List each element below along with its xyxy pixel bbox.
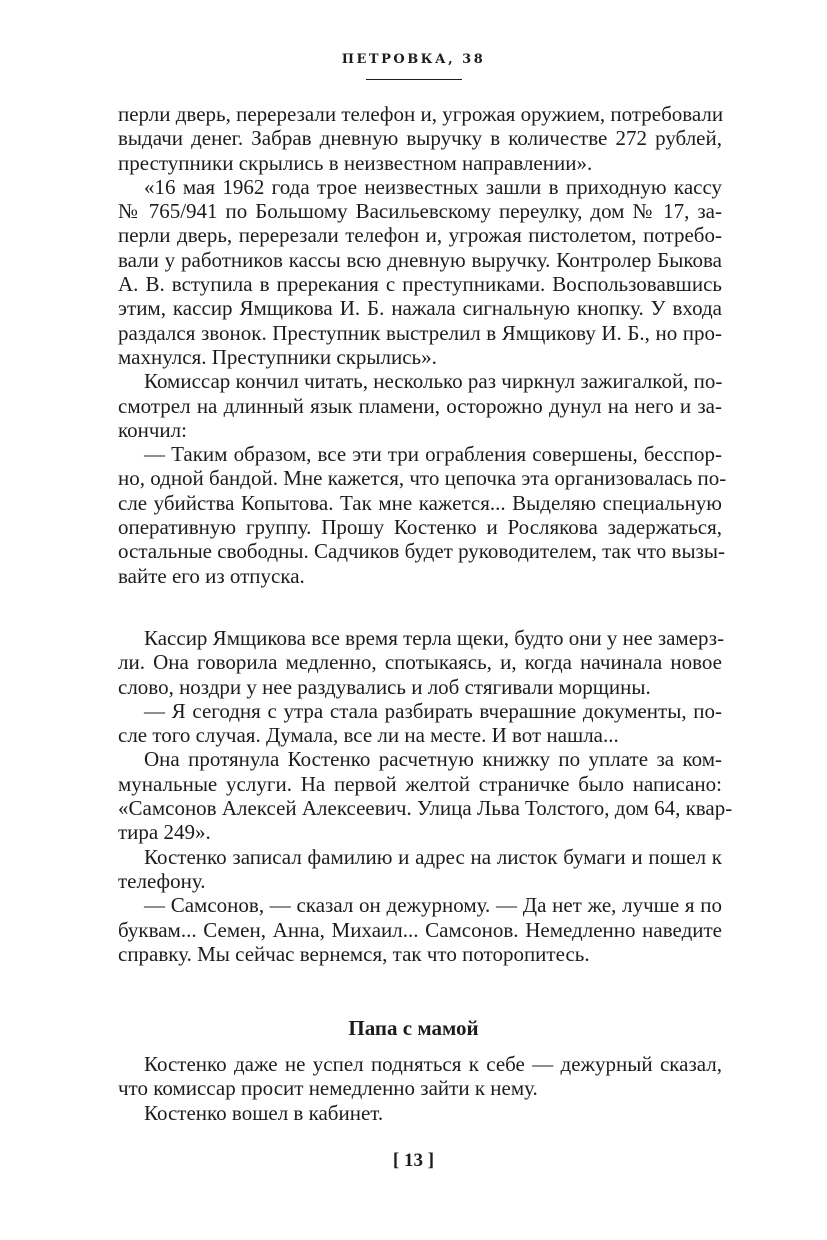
page-number: [ 13 ]	[392, 1150, 435, 1171]
text-line: — Таким образом, все эти три ограбления совершены, бесспор-	[144, 442, 722, 467]
text-line: — Я сегодня с утра стала разбирать вчерашние документы, по-	[144, 698, 722, 723]
text-line: мунальные услуги. На первой желтой страничке было написано:	[118, 771, 722, 796]
section-title: Папа с мамой	[348, 1016, 479, 1040]
text-line: смотрел на длинный язык пламени, осторожно дунул на него и за-	[118, 393, 722, 418]
text-line: махнулся. Преступники скрылись».	[118, 344, 437, 369]
text-block-1	[118, 102, 727, 588]
text-line: «Самсонов Алексей Алексеевич. Улица Льва Толстого, дом 64, квар-	[118, 796, 733, 821]
text-line: — Самсонов, — сказал он дежурному. — Да нет же, лучше я по	[144, 893, 722, 918]
text-line: буквам... Семен, Анна, Михаил... Самсонов. Немедленно наведите	[118, 917, 722, 942]
text-line: перли дверь, перерезали телефон и, угрожая пистолетом, потребо-	[118, 223, 722, 248]
text-line: телефону.	[118, 868, 206, 893]
text-line: вали у работников кассы всю дневную выручку. Контролер Быкова	[118, 247, 722, 272]
text-line: сле того случая. Думала, все ли на месте. И вот нашла...	[118, 723, 619, 748]
text-line: «16 мая 1962 года трое неизвестных зашли в приходную кассу	[144, 174, 722, 199]
text-line: Костенко даже не успел подняться к себе — дежурный сказал,	[144, 1052, 722, 1076]
text-line: этим, кассир Ямщикова И. Б. нажала сигнальную кнопку. У входа	[118, 296, 722, 321]
text-line: что комиссар просит немедленно зайти к нему.	[118, 1076, 538, 1101]
text-line: Она протянула Костенко расчетную книжку по уплате за ком-	[144, 747, 722, 772]
text-line: тира 249».	[118, 820, 211, 845]
text-line: Комиссар кончил читать, несколько раз чиркнул зажигалкой, по-	[144, 369, 723, 394]
text-line: оперативную группу. Прошу Костенко и Рослякова задержаться,	[118, 515, 722, 540]
text-line: остальные свободны. Садчиков будет руководителем, так что вызы-	[118, 539, 725, 564]
text-block-3	[118, 1052, 722, 1125]
text-line: справку. Мы сейчас вернемся, так что поторопитесь.	[118, 941, 590, 966]
text-line: раздался звонок. Преступник выстрелил в Ямщикову И. Б., но про-	[118, 320, 722, 345]
text-line: Костенко вошел в кабинет.	[144, 1100, 384, 1125]
text-line: но, одной бандой. Мне кажется, что цепочка эта организовалась по-	[118, 466, 727, 491]
text-line: кончил:	[118, 417, 187, 442]
text-line: Кассир Ямщикова все время терла щеки, будто они у нее замерз-	[144, 626, 725, 650]
text-line: А. В. вступила в пререкания с преступниками. Воспользовавшись	[118, 272, 722, 297]
running-head-rule	[366, 79, 462, 80]
text-line: перли дверь, перерезали телефон и, угрожая оружием, потребовали	[118, 102, 724, 126]
text-line: вайте его из отпуска.	[118, 563, 305, 588]
text-line: Костенко записал фамилию и адрес на листок бумаги и пошел к	[144, 844, 722, 869]
text-line: выдачи денег. Забрав дневную выручку в количестве 272 рублей,	[118, 126, 722, 151]
text-line: ли. Она говорила медленно, спотыкаясь, и, когда начинала новое	[118, 650, 722, 675]
text-line: сле убийства Копытова. Так мне кажется... Выделяю специальную	[118, 490, 722, 515]
text-line: слово, ноздри у нее раздувались и лоб стягивали морщины.	[118, 674, 651, 699]
text-line: преступники скрылись в неизвестном направлении».	[118, 150, 593, 175]
text-block-2	[118, 626, 733, 966]
running-head: ПЕТРОВКА, 38	[341, 52, 486, 67]
text-line: № 765/941 по Большому Васильевскому переулку, дом № 17, за-	[118, 199, 722, 224]
